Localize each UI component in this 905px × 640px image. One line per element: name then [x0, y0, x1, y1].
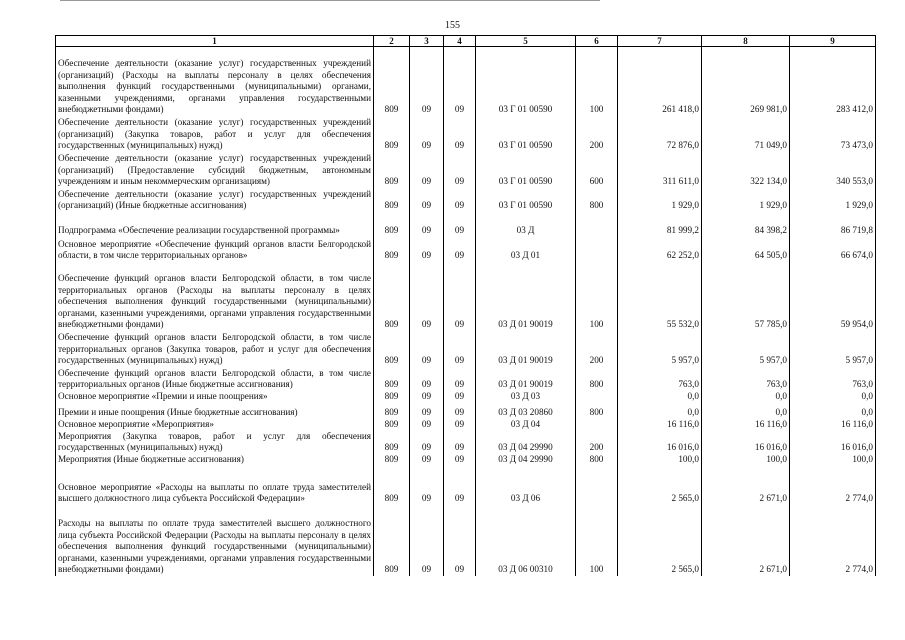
cell-amount-year3: 16 016,0 — [790, 431, 876, 454]
cell-amount-year1: 81 999,2 — [618, 212, 702, 237]
cell-ministry: 809 — [374, 188, 410, 212]
cell-subsection: 09 — [444, 116, 476, 152]
column-header: 8 — [702, 36, 790, 47]
table-row — [56, 391, 876, 403]
cell-target-article: 03 Д 04 29990 — [476, 431, 576, 454]
cell-subsection: 09 — [444, 466, 476, 505]
cell-expense-type: 200 — [576, 116, 618, 152]
cell-ministry: 809 — [374, 403, 410, 419]
table-row — [56, 367, 876, 391]
cell-section: 09 — [410, 391, 444, 403]
cell-ministry: 809 — [374, 431, 410, 454]
row-description: Расходы на выплаты по оплате труда заместителей высшего должностного лица субъекта Российской Федерации (Расходы на выплаты персоналу в целях обеспечения выполнения функций государственными (муниципальными) органами, казенными учреждениями, органами управления государственными внебюджетными фондами) — [56, 505, 374, 576]
cell-subsection: 09 — [444, 212, 476, 237]
cell-expense-type — [576, 237, 618, 262]
cell-amount-year2: 0,0 — [702, 403, 790, 419]
column-header: 7 — [618, 36, 702, 47]
cell-section: 09 — [410, 152, 444, 188]
row-description: Обеспечение функций органов власти Белгородской области, в том числе территориальных органов (Иные бюджетные ассигнования) — [56, 367, 374, 391]
cell-amount-year1: 2 565,0 — [618, 466, 702, 505]
table-row — [56, 262, 876, 331]
table-row — [56, 188, 876, 212]
cell-amount-year3: 2 774,0 — [790, 505, 876, 576]
column-header: 6 — [576, 36, 618, 47]
table-row — [56, 116, 876, 152]
cell-amount-year3: 340 553,0 — [790, 152, 876, 188]
cell-subsection: 09 — [444, 419, 476, 431]
cell-amount-year3: 283 412,0 — [790, 47, 876, 116]
cell-amount-year3: 763,0 — [790, 367, 876, 391]
cell-target-article: 03 Д 04 29990 — [476, 454, 576, 466]
cell-section: 09 — [410, 237, 444, 262]
cell-subsection: 09 — [444, 454, 476, 466]
cell-amount-year2: 269 981,0 — [702, 47, 790, 116]
table-header — [56, 36, 876, 47]
row-description: Основное мероприятие «Мероприятия» — [56, 419, 374, 431]
cell-section: 09 — [410, 47, 444, 116]
column-header: 9 — [790, 36, 876, 47]
table-row — [56, 505, 876, 576]
cell-section: 09 — [410, 431, 444, 454]
cell-target-article: 03 Д — [476, 212, 576, 237]
cell-amount-year1: 5 957,0 — [618, 331, 702, 367]
cell-amount-year1: 311 611,0 — [618, 152, 702, 188]
cell-expense-type: 100 — [576, 262, 618, 331]
cell-ministry: 809 — [374, 262, 410, 331]
cell-expense-type: 800 — [576, 367, 618, 391]
cell-amount-year2: 322 134,0 — [702, 152, 790, 188]
cell-section: 09 — [410, 212, 444, 237]
row-description: Премии и иные поощрения (Иные бюджетные ассигнования) — [56, 403, 374, 419]
cell-ministry: 809 — [374, 367, 410, 391]
table-row — [56, 419, 876, 431]
row-description: Обеспечение функций органов власти Белгородской области, в том числе территориальных органов (Расходы на выплаты персоналу в целях обеспечения выполнения функций государственными (муниципальными) органами, казенными учреждениями, органами управления государственными внебюджетными фондами) — [56, 262, 374, 331]
table-row — [56, 237, 876, 262]
cell-expense-type: 100 — [576, 47, 618, 116]
cell-amount-year2: 0,0 — [702, 391, 790, 403]
cell-subsection: 09 — [444, 188, 476, 212]
cell-expense-type — [576, 391, 618, 403]
cell-target-article: 03 Д 03 20860 — [476, 403, 576, 419]
cell-ministry: 809 — [374, 419, 410, 431]
cell-ministry: 809 — [374, 116, 410, 152]
row-description: Мероприятия (Иные бюджетные ассигнования) — [56, 454, 374, 466]
cell-amount-year2: 16 016,0 — [702, 431, 790, 454]
cell-section: 09 — [410, 466, 444, 505]
cell-ministry: 809 — [374, 331, 410, 367]
cell-target-article: 03 Д 01 90019 — [476, 367, 576, 391]
cell-target-article: 03 Д 06 — [476, 466, 576, 505]
cell-ministry: 809 — [374, 466, 410, 505]
cell-expense-type: 600 — [576, 152, 618, 188]
table-row — [56, 331, 876, 367]
cell-amount-year3: 59 954,0 — [790, 262, 876, 331]
column-header: 2 — [374, 36, 410, 47]
cell-ministry: 809 — [374, 212, 410, 237]
cell-expense-type — [576, 212, 618, 237]
cell-amount-year1: 72 876,0 — [618, 116, 702, 152]
cell-amount-year1: 55 532,0 — [618, 262, 702, 331]
cell-expense-type — [576, 466, 618, 505]
cell-ministry: 809 — [374, 391, 410, 403]
cell-target-article: 03 Г 01 00590 — [476, 188, 576, 212]
cell-amount-year1: 62 252,0 — [618, 237, 702, 262]
cell-amount-year2: 64 505,0 — [702, 237, 790, 262]
cell-section: 09 — [410, 454, 444, 466]
cell-amount-year3: 73 473,0 — [790, 116, 876, 152]
cell-subsection: 09 — [444, 505, 476, 576]
cell-ministry: 809 — [374, 505, 410, 576]
cell-section: 09 — [410, 188, 444, 212]
cell-expense-type — [576, 419, 618, 431]
row-description: Обеспечение деятельности (оказание услуг) государственных учреждений (организаций) (Предоставление субсидий бюджетным, автономным учреждениям и иным некоммерческим организациям) — [56, 152, 374, 188]
cell-amount-year3: 0,0 — [790, 391, 876, 403]
cell-target-article: 03 Д 04 — [476, 419, 576, 431]
cell-target-article: 03 Д 03 — [476, 391, 576, 403]
cell-amount-year1: 16 116,0 — [618, 419, 702, 431]
cell-amount-year3: 1 929,0 — [790, 188, 876, 212]
table-row — [56, 466, 876, 505]
cell-subsection: 09 — [444, 431, 476, 454]
column-header: 1 — [56, 36, 374, 47]
cell-target-article: 03 Д 06 00310 — [476, 505, 576, 576]
cell-section: 09 — [410, 505, 444, 576]
cell-ministry: 809 — [374, 454, 410, 466]
row-description: Основное мероприятие «Обеспечение функций органов власти Белгородской области, в том числе территориальных органов» — [56, 237, 374, 262]
cell-section: 09 — [410, 116, 444, 152]
cell-subsection: 09 — [444, 47, 476, 116]
cell-amount-year1: 2 565,0 — [618, 505, 702, 576]
cell-amount-year2: 2 671,0 — [702, 466, 790, 505]
cell-amount-year3: 2 774,0 — [790, 466, 876, 505]
cell-subsection: 09 — [444, 403, 476, 419]
cell-amount-year2: 57 785,0 — [702, 262, 790, 331]
cell-subsection: 09 — [444, 367, 476, 391]
cell-expense-type: 800 — [576, 403, 618, 419]
cell-ministry: 809 — [374, 47, 410, 116]
row-description: Основное мероприятие «Премии и иные поощрения» — [56, 391, 374, 403]
cell-amount-year2: 5 957,0 — [702, 331, 790, 367]
scan-edge-line — [60, 0, 600, 3]
cell-amount-year3: 5 957,0 — [790, 331, 876, 367]
cell-amount-year1: 1 929,0 — [618, 188, 702, 212]
cell-ministry: 809 — [374, 152, 410, 188]
cell-amount-year2: 763,0 — [702, 367, 790, 391]
row-description: Подпрограмма «Обеспечение реализации государственной программы» — [56, 212, 374, 237]
cell-amount-year3: 86 719,8 — [790, 212, 876, 237]
row-description: Мероприятия (Закупка товаров, работ и услуг для обеспечения государственных (муниципальных) нужд) — [56, 431, 374, 454]
cell-amount-year1: 763,0 — [618, 367, 702, 391]
cell-amount-year2: 100,0 — [702, 454, 790, 466]
cell-target-article: 03 Д 01 — [476, 237, 576, 262]
cell-subsection: 09 — [444, 391, 476, 403]
cell-section: 09 — [410, 331, 444, 367]
cell-amount-year1: 100,0 — [618, 454, 702, 466]
cell-amount-year2: 2 671,0 — [702, 505, 790, 576]
row-description: Обеспечение функций органов власти Белгородской области, в том числе территориальных органов (Закупка товаров, работ и услуг для обеспечения государственных (муниципальных) нужд) — [56, 331, 374, 367]
cell-ministry: 809 — [374, 237, 410, 262]
cell-amount-year1: 16 016,0 — [618, 431, 702, 454]
column-header: 3 — [410, 36, 444, 47]
cell-target-article: 03 Д 01 90019 — [476, 331, 576, 367]
cell-amount-year3: 0,0 — [790, 403, 876, 419]
cell-expense-type: 200 — [576, 431, 618, 454]
table-row — [56, 152, 876, 188]
table-body — [56, 47, 876, 576]
cell-amount-year2: 71 049,0 — [702, 116, 790, 152]
table-row — [56, 403, 876, 419]
cell-target-article: 03 Д 01 90019 — [476, 262, 576, 331]
table-row — [56, 431, 876, 454]
cell-section: 09 — [410, 403, 444, 419]
cell-amount-year2: 84 398,2 — [702, 212, 790, 237]
cell-amount-year1: 261 418,0 — [618, 47, 702, 116]
column-header: 4 — [444, 36, 476, 47]
cell-amount-year2: 1 929,0 — [702, 188, 790, 212]
cell-section: 09 — [410, 262, 444, 331]
cell-expense-type: 200 — [576, 331, 618, 367]
page-number: 155 — [445, 20, 460, 31]
cell-amount-year3: 100,0 — [790, 454, 876, 466]
cell-expense-type: 800 — [576, 454, 618, 466]
cell-amount-year3: 16 116,0 — [790, 419, 876, 431]
row-description: Обеспечение деятельности (оказание услуг) государственных учреждений (организаций) (Расходы на выплаты персоналу в целях обеспечения выполнения функций государственными (муниципальными) органами, казенными учреждениями, органами управления государственными внебюджетными фондами) — [56, 47, 374, 116]
row-description: Обеспечение деятельности (оказание услуг) государственных учреждений (организаций) (Иные бюджетные ассигнования) — [56, 188, 374, 212]
cell-subsection: 09 — [444, 152, 476, 188]
cell-subsection: 09 — [444, 331, 476, 367]
column-header: 5 — [476, 36, 576, 47]
budget-table — [55, 35, 876, 576]
table-row — [56, 47, 876, 116]
row-description: Основное мероприятие «Расходы на выплаты по оплате труда заместителей высшего должностного лица субъекта Российской Федерации» — [56, 466, 374, 505]
cell-target-article: 03 Г 01 00590 — [476, 152, 576, 188]
table-row — [56, 212, 876, 237]
cell-subsection: 09 — [444, 237, 476, 262]
table-row — [56, 454, 876, 466]
cell-amount-year3: 66 674,0 — [790, 237, 876, 262]
cell-target-article: 03 Г 01 00590 — [476, 47, 576, 116]
cell-expense-type: 800 — [576, 188, 618, 212]
cell-section: 09 — [410, 367, 444, 391]
cell-amount-year1: 0,0 — [618, 403, 702, 419]
cell-subsection: 09 — [444, 262, 476, 331]
cell-expense-type: 100 — [576, 505, 618, 576]
cell-section: 09 — [410, 419, 444, 431]
row-description: Обеспечение деятельности (оказание услуг) государственных учреждений (организаций) (Закупка товаров, работ и услуг для обеспечения государственных (муниципальных) нужд) — [56, 116, 374, 152]
cell-amount-year2: 16 116,0 — [702, 419, 790, 431]
cell-amount-year1: 0,0 — [618, 391, 702, 403]
cell-target-article: 03 Г 01 00590 — [476, 116, 576, 152]
